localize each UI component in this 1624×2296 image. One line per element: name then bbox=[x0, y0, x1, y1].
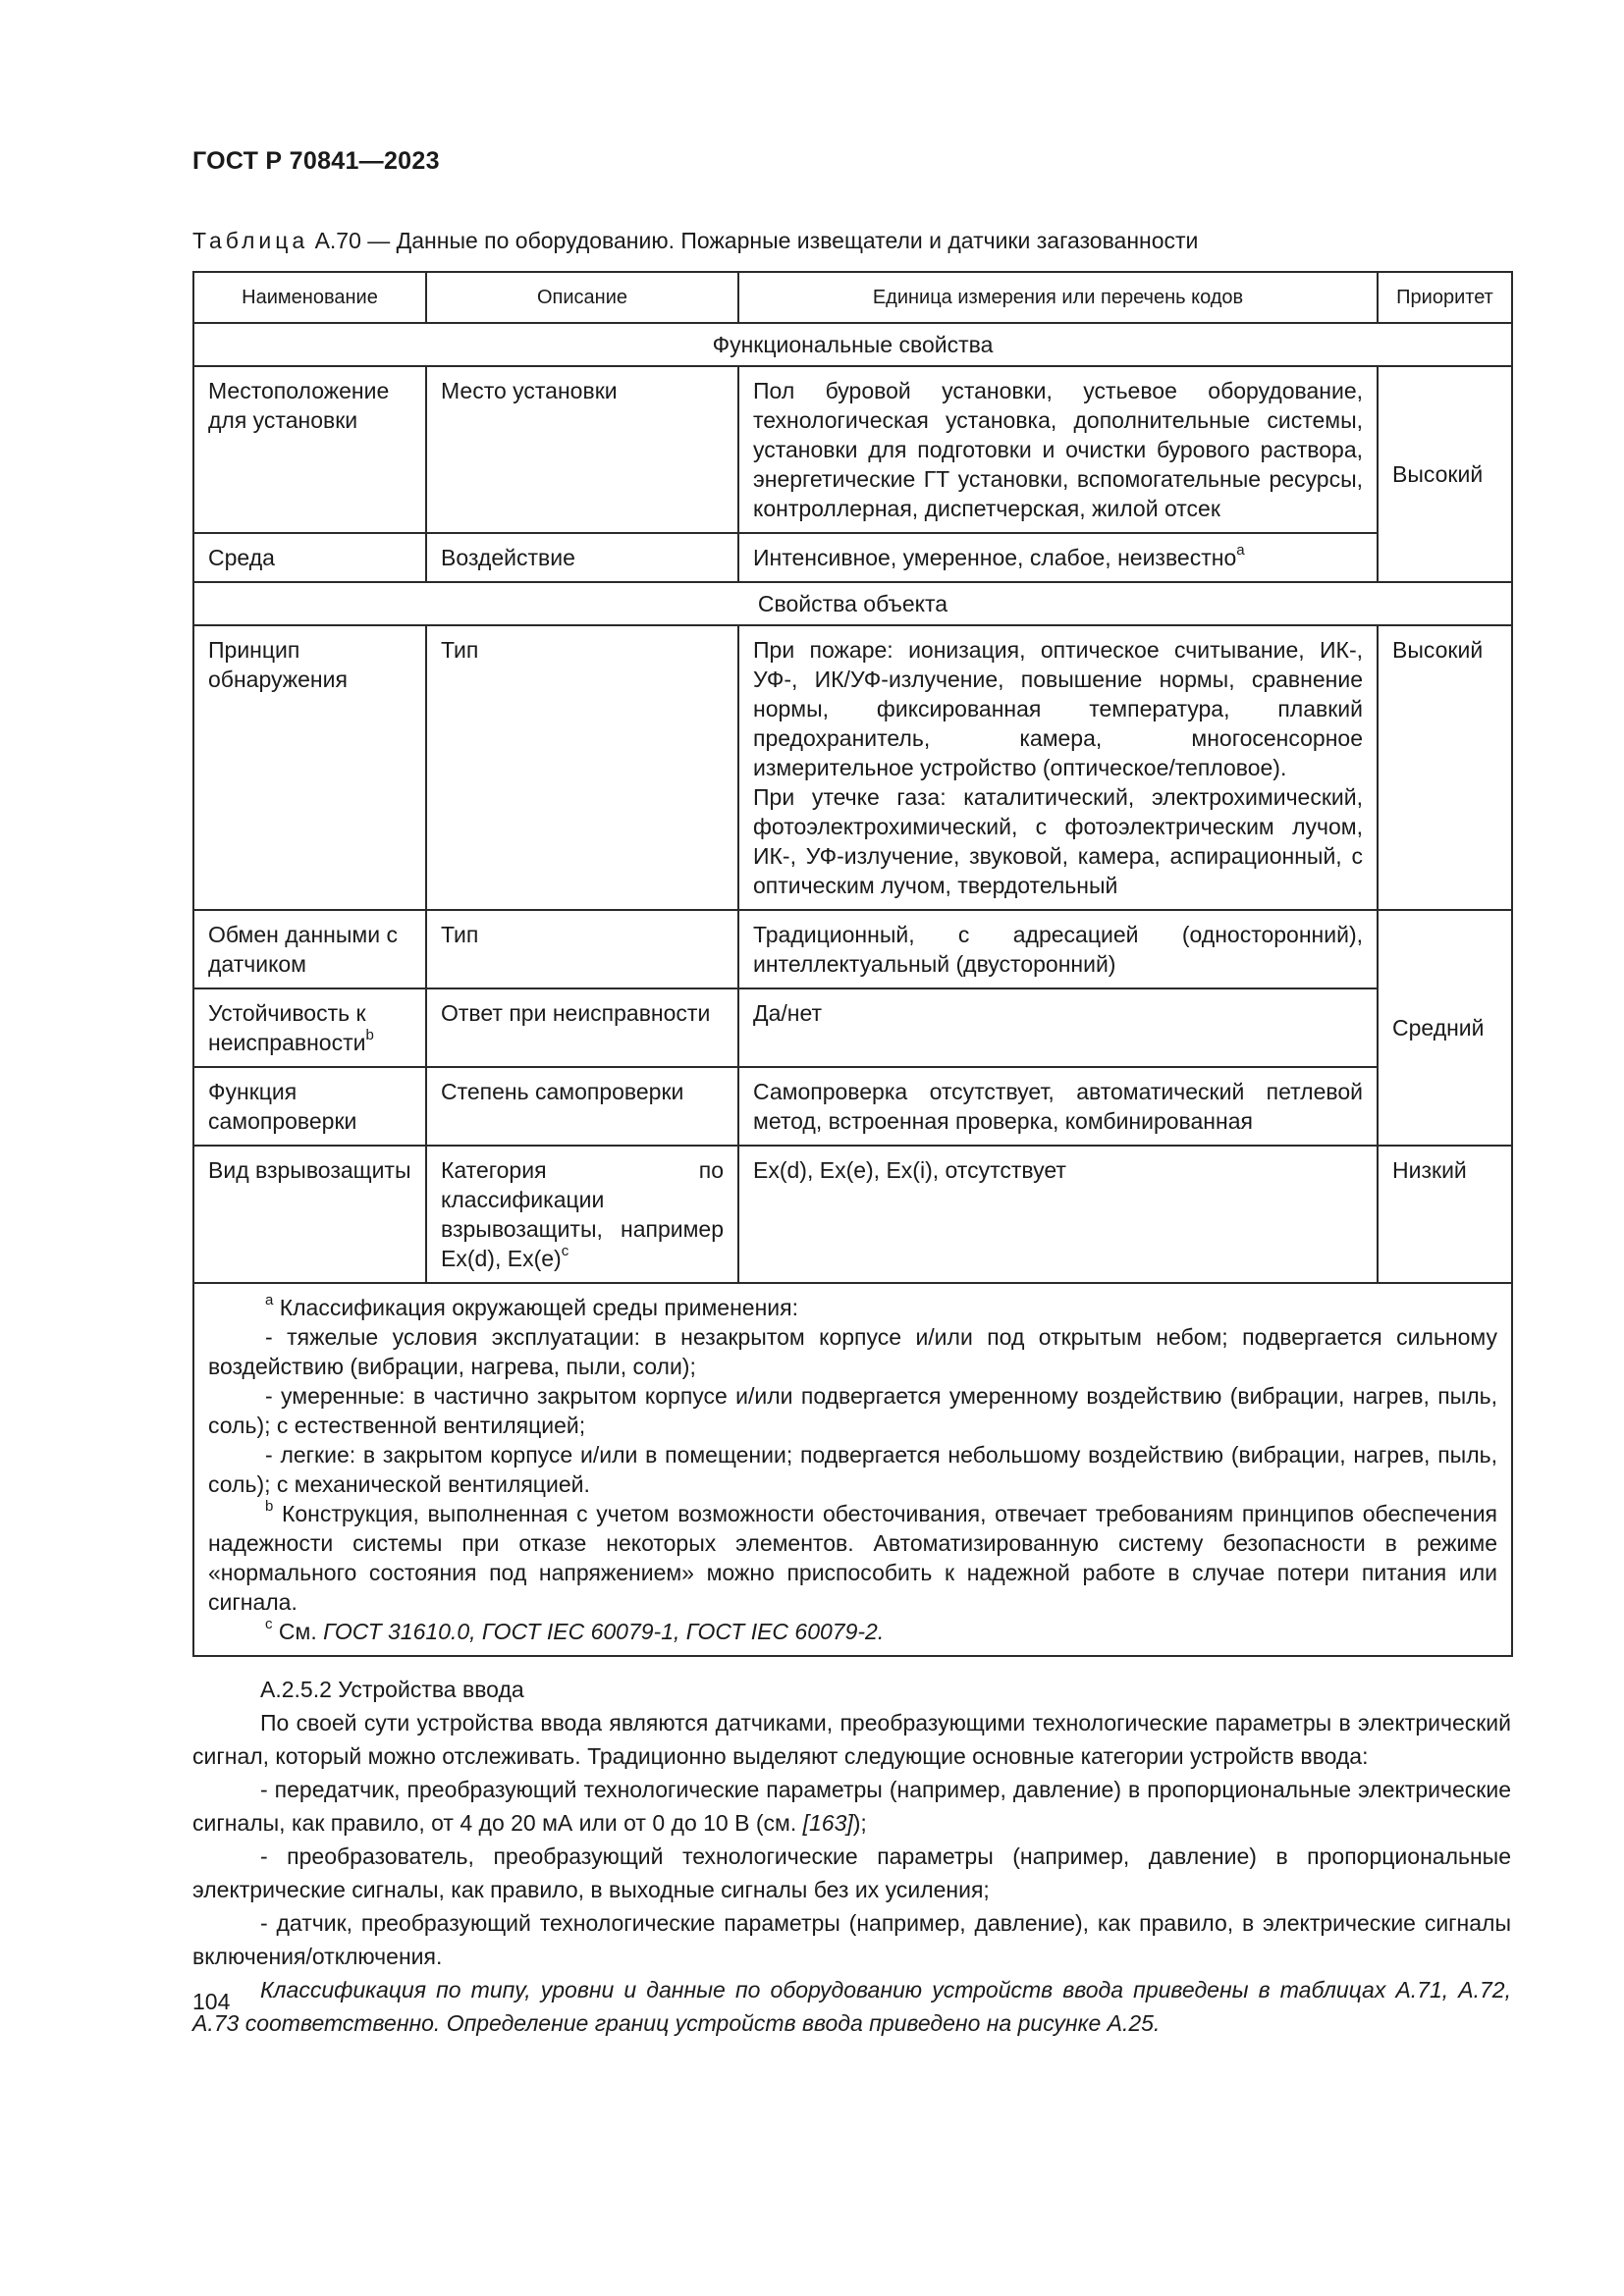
cell-priority: Средний bbox=[1378, 910, 1512, 1146]
note-c-mark: c bbox=[265, 1616, 273, 1633]
cell-description: Тип bbox=[426, 625, 738, 910]
cell-units-text: Интенсивное, умеренное, слабое, неизвестно bbox=[753, 545, 1237, 570]
cell-units: Ex(d), Ex(e), Ex(i), отсутствует bbox=[738, 1146, 1378, 1283]
cell-name: Функция самопроверки bbox=[193, 1067, 426, 1146]
note-a-item: - умеренные: в частично закрытом корпусе и/или подвергается умеренному воздействию (вибрации, нагрев, пыль, соль); с естественной вентиляцией; bbox=[208, 1383, 1497, 1438]
footnote-mark: c bbox=[561, 1243, 569, 1260]
table-notes-row bbox=[193, 1283, 1512, 1656]
note-b-mark: b bbox=[265, 1498, 274, 1516]
cell-name: Местоположение для установки bbox=[193, 366, 426, 533]
cell-description: Ответ при неисправности bbox=[426, 988, 738, 1067]
table-row bbox=[193, 625, 1512, 910]
cell-description: Место установки bbox=[426, 366, 738, 533]
section-row-object bbox=[193, 582, 1512, 625]
column-header-units: Единица измерения или перечень кодов bbox=[738, 272, 1378, 323]
paragraph-intro: По своей сути устройства ввода являются датчиками, преобразующими технологические параметры в электрический сигнал, который можно отслеживать. Традиционно выделяют следующие основные категории устройств ввода: bbox=[192, 1710, 1511, 1769]
table-row bbox=[193, 533, 1512, 582]
cell-units: Пол буровой установки, устьевое оборудование, технологическая установка, дополнительные системы, установки для подготовки и очистки бурового раствора, энергетические ГТ установки, вспомогательные ресурсы, контроллерная, диспетчерская, жилой отсек bbox=[738, 366, 1378, 533]
note-a bbox=[208, 1293, 1497, 1322]
cell-description: Степень самопроверки bbox=[426, 1067, 738, 1146]
note-a-title: Классификация окружающей среды применения: bbox=[273, 1295, 798, 1320]
table-caption-text: А.70 — Данные по оборудованию. Пожарные извещатели и датчики загазованности bbox=[308, 228, 1199, 253]
note-c-prefix: См. bbox=[272, 1619, 324, 1644]
note-a-mark: a bbox=[265, 1292, 274, 1309]
body-text bbox=[192, 1673, 1511, 2040]
cell-units bbox=[738, 533, 1378, 582]
cell-description: Воздействие bbox=[426, 533, 738, 582]
table-row bbox=[193, 1067, 1512, 1146]
cell-units-gas: При утечке газа: каталитический, электрохимический, фотоэлектрохимический, с фотоэлектрическим лучом, ИК-, УФ-излучение, звуковой, камера, аспирационный, с оптическим лучом, твердотельный bbox=[753, 784, 1363, 898]
list-item: - датчик, преобразующий технологические параметры (например, давление), как правило, в электрические сигналы включения/отключения. bbox=[192, 1910, 1511, 1969]
section-title: Функциональные свойства bbox=[193, 323, 1512, 366]
equipment-data-table bbox=[192, 271, 1513, 1657]
list-item-text: - передатчик, преобразующий технологические параметры (например, давление) в пропорциональные электрические сигналы, как правило, от 4 до 20 мА или от 0 до 10 В (см. bbox=[192, 1777, 1511, 1836]
cell-description: Тип bbox=[426, 910, 738, 988]
cell-name: Среда bbox=[193, 533, 426, 582]
table-caption bbox=[192, 228, 1198, 254]
table-header-row bbox=[193, 272, 1512, 323]
section-heading: А.2.5.2 Устройства ввода bbox=[260, 1677, 524, 1702]
column-header-priority: Приоритет bbox=[1378, 272, 1512, 323]
cell-units bbox=[738, 625, 1378, 910]
note-a-item: - легкие: в закрытом корпусе и/или в помещении; подвергается небольшому воздействию (вибрации, нагрев, пыль, соль); с механической вентиляцией. bbox=[208, 1442, 1497, 1497]
cell-units-fire: При пожаре: ионизация, оптическое считывание, ИК-, УФ-, ИК/УФ-излучение, повышение нормы, сравнение нормы, фиксированная температура, плавкий предохранитель, камера, многосенсорное измерительное устройство (оптическое/тепловое). bbox=[753, 637, 1363, 780]
cell-name: Вид взрывозащиты bbox=[193, 1146, 426, 1283]
note-b bbox=[208, 1499, 1497, 1617]
cell-units: Традиционный, с адресацией (односторонний), интеллектуальный (двусторонний) bbox=[738, 910, 1378, 988]
note-b-text: Конструкция, выполненная с учетом возможности обесточивания, отвечает требованиям принципов обеспечения надежности системы при отказе некоторых элементов. Автоматизированную систему безопасности в режиме «нормального состояния под напряжением» можно приспособить к надежной работе в случае потери питания или сигнала. bbox=[208, 1501, 1497, 1615]
paragraph-closing: Классификация по типу, уровни и данные по оборудованию устройств ввода приведены в таблицах А.71, А.72, А.73 соответственно. Определение границ устройств ввода приведено на рисунке А.25. bbox=[192, 1977, 1511, 2036]
column-header-description: Описание bbox=[426, 272, 738, 323]
cell-name: Обмен данными с датчиком bbox=[193, 910, 426, 988]
cell-priority: Высокий bbox=[1378, 625, 1512, 910]
reference-link: [163] bbox=[802, 1810, 853, 1836]
cell-name-text: Устойчивость к неисправности bbox=[208, 1000, 366, 1055]
section-title: Свойства объекта bbox=[193, 582, 1512, 625]
cell-priority: Низкий bbox=[1378, 1146, 1512, 1283]
section-row-functional bbox=[193, 323, 1512, 366]
list-item-end: ); bbox=[852, 1810, 867, 1836]
footnote-mark: b bbox=[365, 1027, 374, 1044]
cell-description-text: Категория по классификации взрывозащиты, например Ex(d), Ex(e) bbox=[441, 1157, 724, 1271]
list-item: - преобразователь, преобразующий технологические параметры (например, давление) в пропорциональные электрические сигналы, как правило, в выходные сигналы без их усиления; bbox=[192, 1843, 1511, 1902]
cell-name: Принцип обнаружения bbox=[193, 625, 426, 910]
note-a-item: - тяжелые условия эксплуатации: в незакрытом корпусе и/или под открытым небом; подвергается сильному воздействию (вибрации, нагрева, пыли, соли); bbox=[208, 1324, 1497, 1379]
list-item bbox=[192, 1773, 1511, 1840]
cell-description bbox=[426, 1146, 738, 1283]
table-row bbox=[193, 910, 1512, 988]
table-notes bbox=[193, 1283, 1512, 1656]
table-row bbox=[193, 1146, 1512, 1283]
column-header-name: Наименование bbox=[193, 272, 426, 323]
table-row bbox=[193, 988, 1512, 1067]
note-c-refs: ГОСТ 31610.0, ГОСТ IEC 60079-1, ГОСТ IEC 60079-2. bbox=[323, 1619, 885, 1644]
footnote-mark: a bbox=[1236, 542, 1245, 560]
cell-priority: Высокий bbox=[1378, 366, 1512, 582]
document-header: ГОСТ Р 70841—2023 bbox=[192, 147, 440, 175]
table-row bbox=[193, 366, 1512, 533]
page-number: 104 bbox=[192, 1989, 231, 2014]
cell-units: Самопроверка отсутствует, автоматический петлевой метод, встроенная проверка, комбинированная bbox=[738, 1067, 1378, 1146]
note-c bbox=[208, 1617, 1497, 1646]
table-caption-prefix: Таблица bbox=[192, 228, 309, 253]
cell-name bbox=[193, 988, 426, 1067]
cell-units: Да/нет bbox=[738, 988, 1378, 1067]
